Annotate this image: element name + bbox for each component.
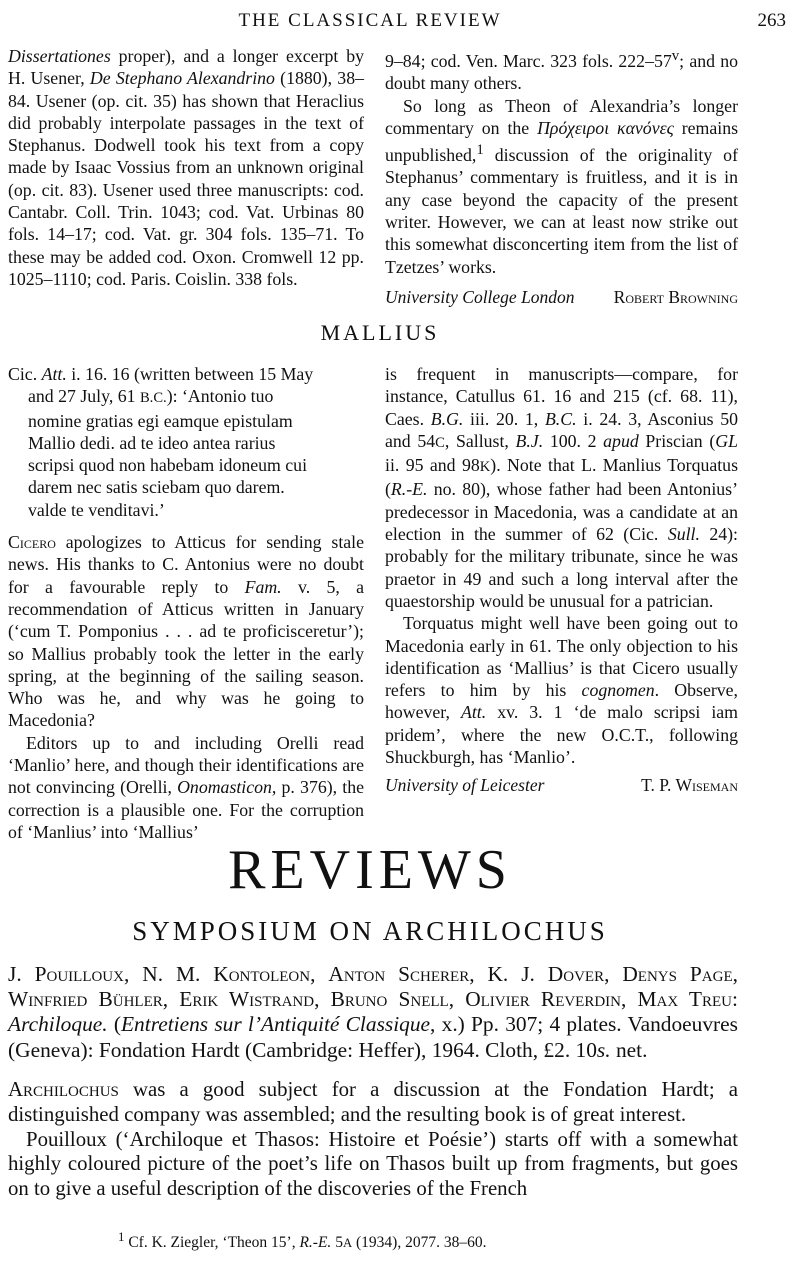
signature-institution: University of Leicester [385,775,545,796]
signature-author: Robert Browning [613,286,738,307]
review-body: Archilochus was a good subject for a discussion at the Fondation Hardt; a distinguished company was assembled; and the resulting book is of great interest. Pouilloux (‘Archiloque et Thasos: Histoire et Poésie’) starts off with a somewhat highly coloured picture of the poet’s life on Thasos built up from fragments, but goes on to give a useful description of the discoveries of the French [8,1078,738,1201]
journal-title: THE CLASSICAL REVIEW [238,10,502,31]
mallius-signature [385,774,738,796]
review-bibliography: J. Pouilloux, N. M. Kontoleon, Anton Scherer, K. J. Dover, Denys Page, Winfried Bühler, Erik Wistrand, Bruno Snell, Olivier Reverdin, Max Treu: Archiloque. (Entretiens sur l’Antiquité Classique, x.) Pp. 307; 4 plates. Vandoeuvres (Geneva): Fondation Hardt (Cambridge: Heffer), 1964. Cloth, £2. 10s. net. [8,962,738,1062]
mallius-left-column: Cic. Att. i. 16. 16 (written between 15 May and 27 July, 61 B.C.): ‘Antonio tuo nomine gratias egi eamque epistulam Mallio dedi. ad te ideo antea rarius scripsi quod non habebam idoneum cui darem nec satis sciebam quo darem. valde te venditavi.’ Cicero apologizes to Atticus for sending stale news. His thanks to C. Antonius were no doubt for a favourable reply to Fam. v. 5, a recommendation of Atticus written in January (‘cum T. Pomponius . . . ad te proficisceretur’); so Mallius probably took the letter in the early spring, at the beginning of the sailing season. Who was he, and why was he going to Macedonia? Editors up to and including Orelli read ‘Manlio’ here, and though their identifications are not convincing (Orelli, Onomasticon, p. 376), the correction is a plausible one. For the corruption of ‘Manlius’ into ‘Mallius’ [8,364,364,842]
mallius-right-column [385,363,738,797]
signature-author: T. P. Wiseman [641,775,738,796]
signature-institution: University College London [385,286,575,307]
running-head [0,10,800,40]
reviews-heading: REVIEWS [228,839,512,901]
symposium-heading: SYMPOSIUM ON ARCHILOCHUS [132,916,608,946]
mallius-title: MALLIUS [320,320,440,345]
page-number: 263 [757,10,786,31]
footnote: $^1$ Cf. K. Ziegler, ‘Theon 15’, R.-E. 5A (1934), 2077. 38–60. [118,1229,487,1252]
tzetzes-left-column: Dissertationes proper), and a longer excerpt by H. Usener, De Stephano Alexandrino (1880), 38–84. Usener (op. cit. 35) has shown that Heraclius did probably interpolate passages in the text of Stephanus. Dodwell took his text from a copy made by Isaac Vossius from an unknown original (op. cit. 83). Usener used three manuscripts: cod. Cantabr. Coll. Trin. 1043; cod. Vat. Urbinas 80 fols. 14–17; cod. Vat. gr. 304 fols. 135–71. To these may be added cod. Oxon. Cromwell 12 pp. 1025–1110; cod. Paris. Coislin. 338 fols. [8,46,364,289]
tzetzes-signature [385,286,738,308]
tzetzes-right-column [385,45,738,308]
tzetzes-right-text: 9–84; cod. Ven. Marc. 323 fols. 222–57$^v$; and no doubt many others. So long as Theon of Alexandria’s longer commentary on the Πρόχειροι κανόνες remains unpublished,$^1$ discussion of the originality of Stephanus’ commentary is fruitless, and it is in any case beyond the capacity of the present writer. However, we can at least now strike out this somewhat disconcerting item from the list of Tzetzes’ works. [385,48,739,277]
mallius-right-text: is frequent in manuscripts—compare, for instance, Catullus 61. 16 and 215 (cf. 68. 11), Caes. B.G. iii. 20. 1, B.C. i. 24. 3, Asconius 50 and 54C, Sallust, B.J. 100. 2 apud Priscian (GL ii. 95 and 98K). Note that L. Manlius Torquatus (R.-E. no. 80), whose father had been Antonius’ predecessor in Macedonia, was a candidate at an election in the summer of 62 (Cic. Sull. 24): probably for the military tribunate, since he was praetor in 49 and such a long interval after the quaestorship would be unusual for a patrician. Torquatus might well have been going out to Macedonia early in 61. The only objection to his identification as ‘Mallius’ is that Cicero usually refers to him by his cognomen. Observe, however, Att. xv. 3. 1 ‘de malo scripsi iam pridem’, where the new O.C.T., following Shuckburgh, has ‘Manlio’. [385,364,738,768]
